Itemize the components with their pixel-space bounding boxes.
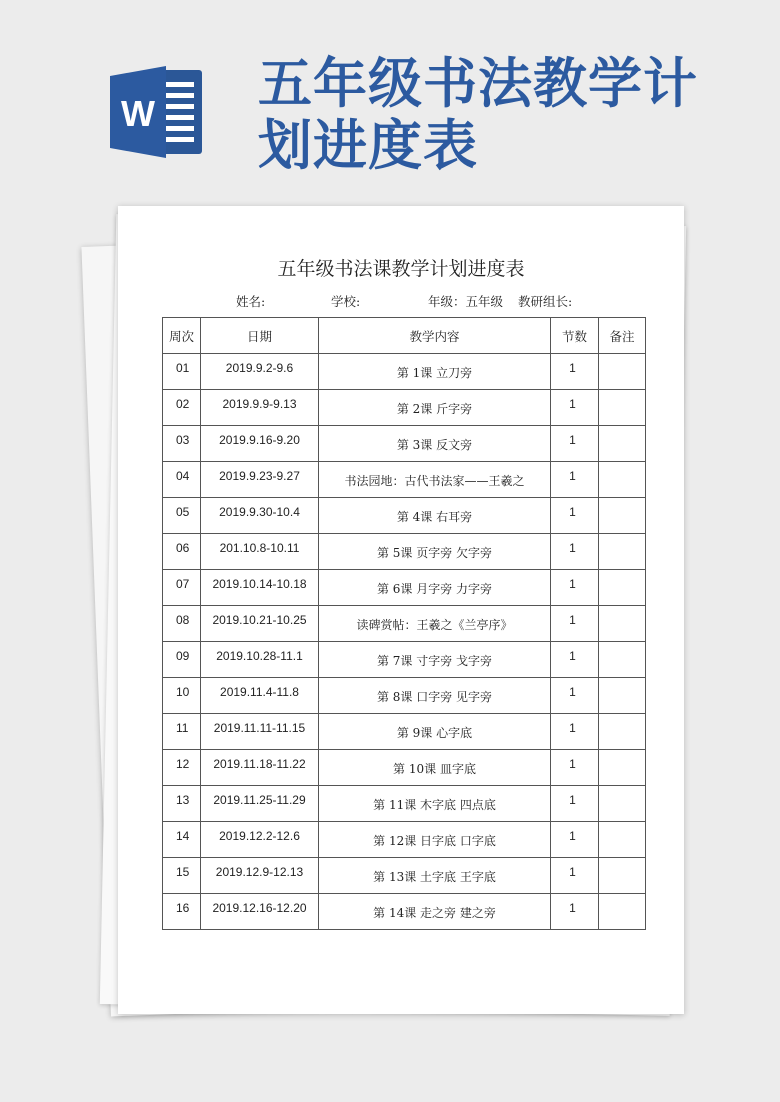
cell-week-text: 15 (176, 865, 190, 879)
cell-date-text: 2019.9.9-9.13 (222, 397, 297, 411)
cell-content-text: 第 1课 立刀旁 (396, 366, 473, 380)
cell-week-text: 02 (176, 397, 190, 411)
cell-date-text: 2019.10.14-10.18 (212, 577, 307, 591)
cell-content (319, 354, 551, 390)
table-row (163, 678, 646, 714)
cell-content-text: 第 7课 寸字旁 戈字旁 (376, 654, 493, 668)
cell-date (201, 354, 319, 390)
cell-notes (599, 390, 646, 426)
cell-sessions (551, 858, 599, 894)
cell-date-text: 2019.11.18-11.22 (213, 757, 306, 771)
name-label: 姓名: (236, 294, 266, 309)
cell-content (319, 606, 551, 642)
cell-content (319, 534, 551, 570)
cell-sessions (551, 714, 599, 750)
cell-sessions-text: 1 (569, 685, 576, 699)
cell-content-text: 书法园地：古代书法家——王羲之 (344, 474, 525, 488)
cell-sessions-text: 1 (569, 469, 576, 483)
table-row (163, 642, 646, 678)
cell-week-text: 12 (176, 757, 190, 771)
cell-week-text: 14 (176, 829, 190, 843)
cell-sessions-text: 1 (569, 433, 576, 447)
cell-date (201, 894, 319, 930)
cell-week (163, 390, 201, 426)
cell-sessions-text: 1 (569, 505, 576, 519)
cell-content-text: 第 8课 口字旁 见字旁 (376, 690, 493, 704)
table-row (163, 822, 646, 858)
cell-notes (599, 750, 646, 786)
cell-week (163, 786, 201, 822)
cell-notes-text (599, 606, 645, 613)
document-page (118, 206, 684, 1014)
cell-date (201, 858, 319, 894)
cell-week-text: 11 (176, 721, 189, 735)
leader-label: 教研组长: (518, 294, 573, 309)
cell-week (163, 570, 201, 606)
cell-content (319, 462, 551, 498)
cell-week-text: 07 (176, 577, 190, 591)
cell-date (201, 606, 319, 642)
cell-week (163, 822, 201, 858)
table-row (163, 750, 646, 786)
cell-notes-text (599, 534, 645, 541)
cell-sessions-text: 1 (569, 793, 576, 807)
cell-sessions (551, 750, 599, 786)
cell-date-text: 201.10.8-10.11 (219, 541, 300, 555)
table-row (163, 534, 646, 570)
cell-date (201, 822, 319, 858)
cell-sessions-text: 1 (569, 541, 576, 555)
cell-notes (599, 354, 646, 390)
cell-notes (599, 714, 646, 750)
col-header-notes: 备注 (599, 318, 646, 354)
table-row (163, 462, 646, 498)
cell-week-text: 13 (176, 793, 190, 807)
cell-week-text: 08 (176, 613, 190, 627)
cell-content-text: 第 12课 日字底 口字底 (373, 834, 496, 848)
cell-week (163, 462, 201, 498)
grade-label: 年级：五年级 (428, 294, 504, 309)
cell-notes (599, 462, 646, 498)
banner-title (258, 52, 758, 176)
cell-sessions (551, 390, 599, 426)
cell-notes-text (599, 678, 645, 685)
cell-sessions-text: 1 (569, 721, 576, 735)
table-row (163, 786, 646, 822)
cell-content-text: 第 5课 页字旁 欠字旁 (376, 546, 493, 560)
cell-notes-text (599, 786, 645, 793)
cell-content-text: 第 11课 木字底 四点底 (373, 798, 496, 812)
cell-week-text: 03 (176, 433, 190, 447)
cell-date (201, 570, 319, 606)
banner-title-line2: 划进度表 (258, 113, 478, 177)
cell-sessions-text: 1 (569, 577, 576, 591)
cell-week-text: 09 (176, 649, 190, 663)
cell-notes-text (599, 750, 645, 757)
cell-week (163, 606, 201, 642)
table-row (163, 714, 646, 750)
cell-week (163, 678, 201, 714)
cell-sessions (551, 822, 599, 858)
cell-content (319, 570, 551, 606)
cell-content (319, 642, 551, 678)
cell-date-text: 2019.11.11-11.15 (213, 721, 306, 735)
cell-notes (599, 822, 646, 858)
cell-sessions-text: 1 (569, 361, 576, 375)
col-header-content: 教学内容 (319, 318, 551, 354)
cell-notes (599, 858, 646, 894)
cell-notes (599, 534, 646, 570)
cell-content-text: 第 3课 反文旁 (396, 438, 473, 452)
cell-sessions-text: 1 (569, 757, 576, 771)
document-title: 五年级书法课教学计划进度表 (277, 258, 525, 280)
table-header-row (163, 318, 646, 354)
table-row (163, 894, 646, 930)
cell-content (319, 678, 551, 714)
cell-content-text: 第 14课 走之旁 建之旁 (373, 906, 496, 920)
cell-notes-text (599, 570, 645, 577)
table-row (163, 498, 646, 534)
cell-week (163, 714, 201, 750)
cell-date (201, 390, 319, 426)
schedule-table (162, 317, 646, 930)
word-document-icon (108, 62, 208, 162)
cell-week (163, 354, 201, 390)
cell-sessions (551, 678, 599, 714)
cell-week (163, 858, 201, 894)
cell-content (319, 858, 551, 894)
cell-notes-text (599, 714, 645, 721)
cell-date (201, 678, 319, 714)
cell-sessions-text: 1 (569, 829, 576, 843)
cell-date-text: 2019.11.25-11.29 (213, 793, 306, 807)
cell-notes (599, 894, 646, 930)
cell-week (163, 498, 201, 534)
cell-content (319, 822, 551, 858)
cell-date (201, 534, 319, 570)
cell-sessions (551, 894, 599, 930)
cell-date-text: 2019.9.23-9.27 (219, 469, 300, 483)
cell-date (201, 642, 319, 678)
cell-sessions-text: 1 (569, 865, 576, 879)
document-meta (118, 292, 684, 310)
cell-content-text: 第 9课 心字底 (396, 726, 473, 740)
cell-content-text: 第 4课 右耳旁 (396, 510, 473, 524)
cell-content-text: 第 2课 斤字旁 (396, 402, 473, 416)
cell-date-text: 2019.12.16-12.20 (212, 901, 307, 915)
cell-notes (599, 498, 646, 534)
cell-sessions (551, 462, 599, 498)
cell-notes-text (599, 894, 645, 901)
cell-notes (599, 678, 646, 714)
cell-sessions-text: 1 (569, 901, 576, 915)
cell-date-text: 2019.11.4-11.8 (220, 685, 299, 699)
cell-date-text: 2019.9.2-9.6 (225, 361, 294, 375)
col-header-date: 日期 (201, 318, 319, 354)
cell-content (319, 786, 551, 822)
svg-text:W: W (121, 93, 155, 134)
cell-sessions (551, 354, 599, 390)
cell-week-text: 05 (176, 505, 190, 519)
cell-content-text: 第 10课 皿字底 (393, 762, 476, 776)
col-header-sessions: 节数 (551, 318, 599, 354)
cell-notes (599, 642, 646, 678)
cell-sessions (551, 534, 599, 570)
cell-notes-text (599, 390, 645, 397)
table-row (163, 426, 646, 462)
cell-date-text: 2019.12.9-12.13 (215, 865, 304, 879)
school-label: 学校: (331, 294, 361, 309)
cell-week (163, 534, 201, 570)
cell-date-text: 2019.9.30-10.4 (219, 505, 300, 519)
cell-week (163, 894, 201, 930)
table-row (163, 570, 646, 606)
cell-sessions-text: 1 (569, 613, 576, 627)
cell-sessions (551, 498, 599, 534)
cell-sessions-text: 1 (569, 649, 576, 663)
cell-week (163, 750, 201, 786)
cell-notes (599, 786, 646, 822)
cell-content (319, 426, 551, 462)
cell-date-text: 2019.12.2-12.6 (219, 829, 300, 843)
cell-content (319, 498, 551, 534)
table-row (163, 858, 646, 894)
table-row (163, 390, 646, 426)
col-header-week: 周次 (163, 318, 201, 354)
table-row (163, 354, 646, 390)
cell-sessions (551, 642, 599, 678)
cell-content (319, 750, 551, 786)
cell-content (319, 390, 551, 426)
cell-notes-text (599, 462, 645, 469)
cell-notes (599, 426, 646, 462)
cell-date (201, 498, 319, 534)
cell-date-text: 2019.10.28-11.1 (216, 649, 303, 663)
cell-date (201, 426, 319, 462)
cell-notes-text (599, 858, 645, 865)
cell-week-text: 16 (176, 901, 190, 915)
cell-week (163, 426, 201, 462)
cell-week-text: 01 (176, 361, 190, 375)
cell-week-text: 06 (176, 541, 190, 555)
cell-notes (599, 606, 646, 642)
cell-notes (599, 570, 646, 606)
cell-sessions (551, 786, 599, 822)
cell-week-text: 10 (176, 685, 190, 699)
cell-notes-text (599, 426, 645, 433)
cell-date (201, 786, 319, 822)
cell-content-text: 第 6课 月字旁 力字旁 (376, 582, 493, 596)
table-row (163, 606, 646, 642)
cell-sessions (551, 570, 599, 606)
cell-date-text: 2019.10.21-10.25 (212, 613, 307, 627)
cell-date (201, 714, 319, 750)
cell-sessions (551, 606, 599, 642)
banner-title-line1: 五年级书法教学计 (258, 51, 698, 115)
cell-sessions-text: 1 (569, 397, 576, 411)
cell-date (201, 462, 319, 498)
cell-content-text: 读碑赏帖：王羲之《兰亭序》 (356, 618, 513, 632)
cell-sessions (551, 426, 599, 462)
cell-notes-text (599, 354, 645, 361)
cell-notes-text (599, 498, 645, 505)
cell-content (319, 714, 551, 750)
cell-date (201, 750, 319, 786)
cell-week (163, 642, 201, 678)
cell-notes-text (599, 822, 645, 829)
cell-week-text: 04 (176, 469, 190, 483)
cell-notes-text (599, 642, 645, 649)
cell-date-text: 2019.9.16-9.20 (219, 433, 300, 447)
cell-content (319, 894, 551, 930)
cell-content-text: 第 13课 土字底 王字底 (373, 870, 496, 884)
